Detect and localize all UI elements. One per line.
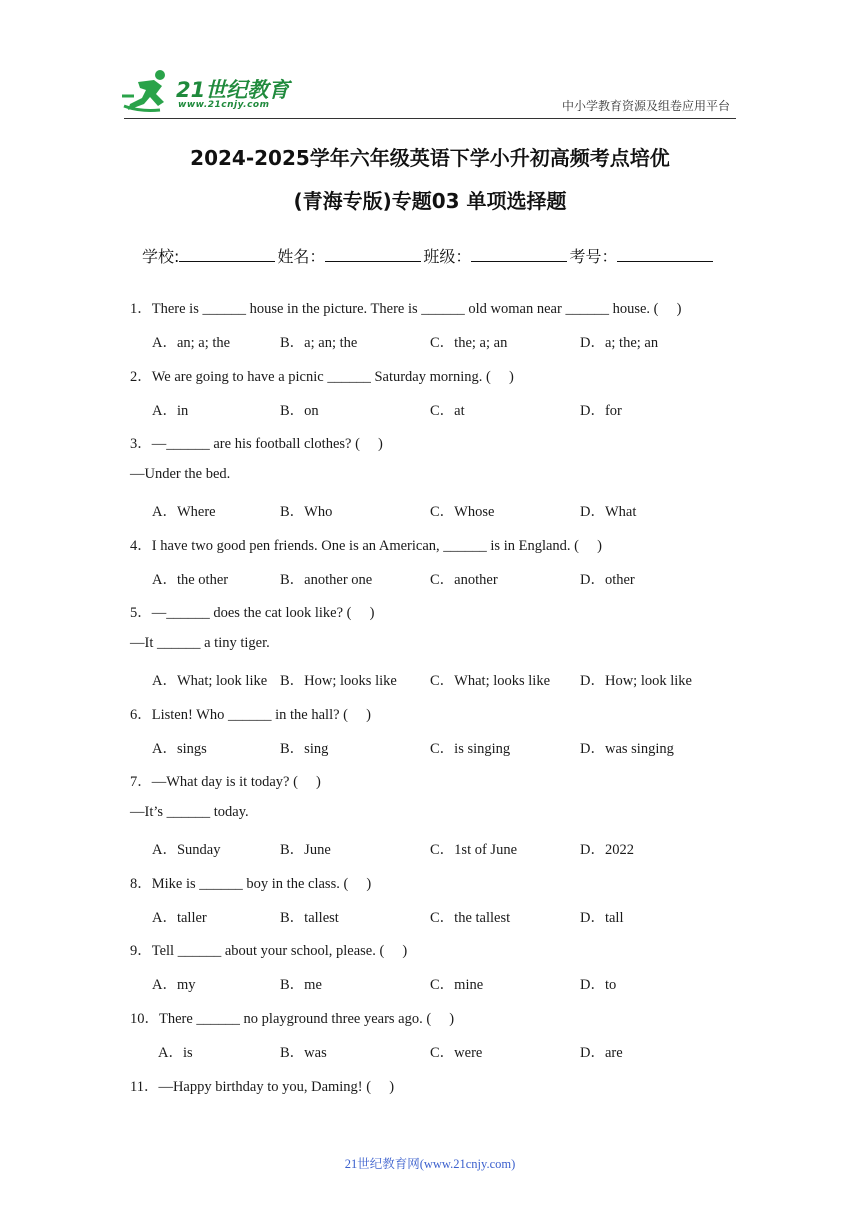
question-5-response: —It ______ a tiny tiger.	[130, 635, 270, 651]
option-c[interactable]: C．is singing	[430, 741, 511, 757]
option-d[interactable]: D．was singing	[580, 741, 674, 757]
question-7: 7．—What day is it today? ( )	[130, 774, 321, 790]
option-c[interactable]: C．the; a; an	[430, 335, 508, 351]
option-c[interactable]: C．What; looks like	[430, 673, 551, 689]
question-7-response: —It’s ______ today.	[130, 804, 249, 820]
option-a[interactable]: A．Where	[152, 504, 216, 520]
question-3: 3．—______ are his football clothes? ( )	[130, 436, 383, 452]
question-9: 9．Tell ______ about your school, please. ( )	[130, 943, 408, 959]
logo-text: 21世纪教育	[176, 78, 290, 102]
header-divider	[124, 118, 736, 119]
option-a[interactable]: A．in	[152, 403, 189, 419]
option-c[interactable]: C．mine	[430, 977, 484, 993]
option-d[interactable]: D．are	[580, 1045, 623, 1061]
school-blank[interactable]	[179, 247, 275, 262]
student-info-line	[142, 244, 715, 267]
option-b[interactable]: B．How; looks like	[280, 673, 397, 689]
option-d[interactable]: D．other	[580, 572, 635, 588]
option-c[interactable]: C．Whose	[430, 504, 495, 520]
option-b[interactable]: B．was	[280, 1045, 327, 1061]
option-c[interactable]: C．1st of June	[430, 842, 517, 858]
class-label: 班级：	[423, 247, 472, 266]
option-a[interactable]: A．an; a; the	[152, 335, 231, 351]
option-b[interactable]: B．June	[280, 842, 331, 858]
option-b[interactable]: B．Who	[280, 504, 333, 520]
option-b[interactable]: B．me	[280, 977, 322, 993]
option-d[interactable]: D．2022	[580, 842, 634, 858]
option-a[interactable]: A．the other	[152, 572, 229, 588]
option-a[interactable]: A．my	[152, 977, 196, 993]
number-blank[interactable]	[617, 247, 713, 262]
logo-url: www.21cnjy.com	[178, 100, 270, 110]
page-footer[interactable]: 21世纪教育网(www.21cnjy.com)	[344, 1157, 516, 1171]
school-label: 学校:	[142, 247, 180, 266]
question-4: 4．I have two good pen friends. One is an American, ______ is in England. ( )	[130, 538, 602, 554]
name-label: 姓名：	[277, 247, 326, 266]
option-c[interactable]: C．were	[430, 1045, 483, 1061]
option-d[interactable]: D．How; look like	[580, 673, 692, 689]
option-c[interactable]: C．the tallest	[430, 910, 511, 926]
option-d[interactable]: D．tall	[580, 910, 624, 926]
number-label: 考号：	[569, 247, 618, 266]
option-b[interactable]: B．on	[280, 403, 319, 419]
option-b[interactable]: B．sing	[280, 741, 329, 757]
option-c[interactable]: C．another	[430, 572, 498, 588]
site-logo[interactable]	[120, 66, 295, 116]
option-d[interactable]: D．for	[580, 403, 622, 419]
option-b[interactable]: B．tallest	[280, 910, 339, 926]
option-d[interactable]: D．a; the; an	[580, 335, 659, 351]
option-d[interactable]: D．What	[580, 504, 637, 520]
page-header	[0, 0, 860, 120]
page-title: 2024-2025学年六年级英语下学小升初高频考点培优	[190, 146, 670, 170]
option-a[interactable]: A．What; look like	[152, 673, 268, 689]
question-5: 5．—______ does the cat look like? ( )	[130, 605, 375, 621]
option-b[interactable]: B．a; an; the	[280, 335, 358, 351]
question-6: 6．Listen! Who ______ in the hall? ( )	[130, 707, 371, 723]
header-tagline: 中小学教育资源及组卷应用平台	[561, 99, 730, 113]
question-8: 8．Mike is ______ boy in the class. ( )	[130, 876, 372, 892]
question-1: 1．There is ______ house in the picture. There is ______ old woman near ______ house. ( )	[130, 301, 682, 317]
runner-logo-icon	[120, 66, 180, 114]
option-d[interactable]: D．to	[580, 977, 617, 993]
option-a[interactable]: A．is	[158, 1045, 193, 1061]
question-11: 11．—Happy birthday to you, Daming! ( )	[130, 1079, 395, 1095]
option-b[interactable]: B．another one	[280, 572, 373, 588]
option-a[interactable]: A．sings	[152, 741, 207, 757]
question-2: 2．We are going to have a picnic ______ Saturday morning. ( )	[130, 369, 514, 385]
name-blank[interactable]	[325, 247, 421, 262]
question-10: 10．There ______ no playground three years ago. ( )	[130, 1011, 455, 1027]
option-c[interactable]: C．at	[430, 403, 465, 419]
question-3-response: —Under the bed.	[130, 466, 231, 482]
page-subtitle: (青海专版)专题03 单项选择题	[293, 189, 567, 213]
option-a[interactable]: A．Sunday	[152, 842, 221, 858]
option-a[interactable]: A．taller	[152, 910, 207, 926]
class-blank[interactable]	[471, 247, 567, 262]
